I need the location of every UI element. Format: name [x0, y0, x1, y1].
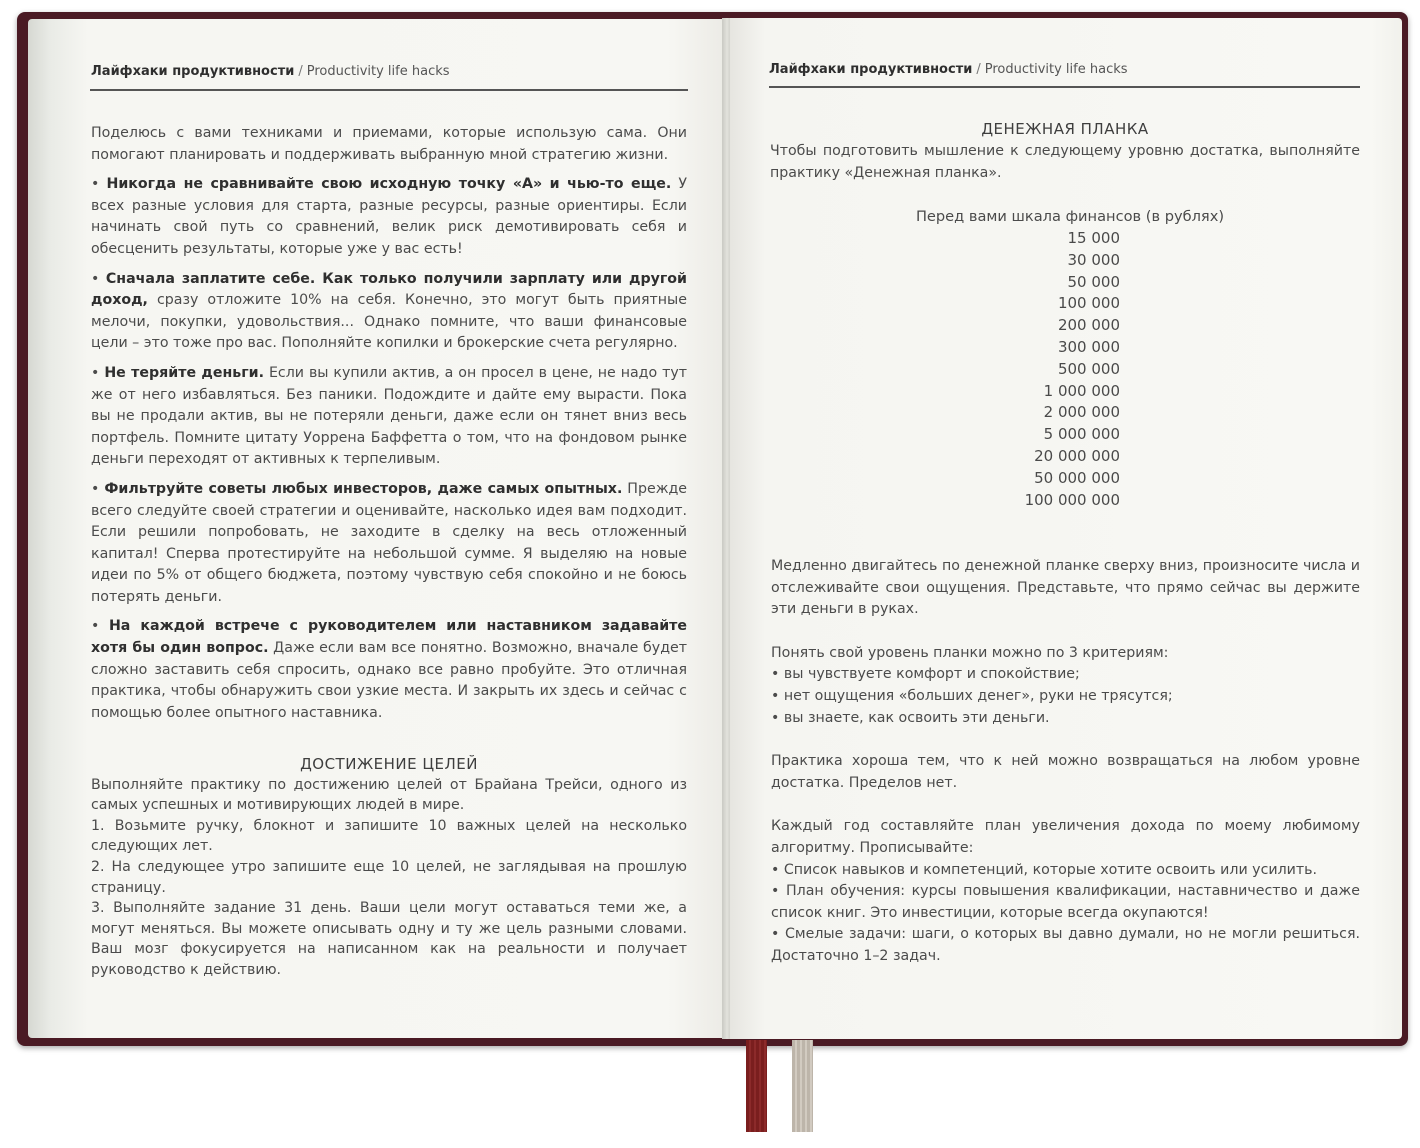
- goals-step-1: 1. Возьмите ручку, блокнот и запишите 10 важных целей на несколько следующих лет.: [91, 817, 687, 855]
- scale-value: 20 000 000: [1034, 446, 1120, 465]
- scale-value: 2 000 000: [1043, 403, 1120, 422]
- plan-item: • Список навыков и компетенций, которые хотите освоить или усилить.: [771, 861, 1318, 878]
- goals-intro: Выполняйте практику по достижению целей от Брайана Трейси, одного из самых успешных и мотивирующих людей в мире.: [91, 776, 687, 814]
- scale-value: 200 000: [1057, 316, 1120, 335]
- scale-value: 500 000: [1057, 359, 1120, 378]
- goals-title: ДОСТИЖЕНИЕ ЦЕЛЕЙ: [300, 755, 478, 773]
- money-bar-title: ДЕНЕЖНАЯ ПЛАНКА: [981, 120, 1149, 138]
- criteria-item: • вы чувствуете комфорт и спокойствие;: [771, 666, 1080, 683]
- bookmark-ribbon-red: [746, 1040, 767, 1132]
- scale-value: 1 000 000: [1043, 381, 1120, 400]
- money-bar-intro: [770, 118, 1360, 184]
- header-title-ru: Лайфхаки продуктивности: [91, 64, 295, 79]
- plan-item: • План обучения: курсы повышения квалификации, наставничество и даже список книг. Это инвестиции, которые всегда окупаются!: [771, 883, 1360, 921]
- scale-value: 100 000 000: [1024, 490, 1120, 509]
- plan-item: • Смелые задачи: шаги, о которых вы давно думали, но не могли решиться. Достаточно 1–2 задач.: [771, 926, 1360, 964]
- criteria-item: • нет ощущения «больших денег», руки не трясутся;: [771, 687, 1173, 704]
- tip-1: • Никогда не сравнивайте свою исходную точку «А» и чью-то еще. У всех разные условия для старта, разные ресурсы, разные ориентиры. Если начинать свой путь со сравнений, велик риск демотивировать себя и обесценить результаты, которые уже у вас есть!: [91, 176, 687, 257]
- tip-4-heading: Фильтруйте советы любых инвесторов, даже самых опытных.: [104, 480, 623, 497]
- tip-5: • На каждой встрече с руководителем или наставником задавайте хотя бы один вопрос. Даже если вам все понятно. Возможно, вначале будет сложно заставить себя спросить, однако все равно пробуйте. Это отличная практика, чтобы обнаружить свои узкие места. И закрыть их здесь и сейчас с помощью более опытного наставника.: [91, 618, 687, 721]
- tip-1-heading: Никогда не сравнивайте свою исходную точку «А» и чью-то еще.: [106, 176, 672, 193]
- scale-value: 100 000: [1057, 294, 1120, 313]
- money-bar-intro-text: Чтобы подготовить мышление к следующему уровню достатка, выполняйте практику «Денежная планка».: [770, 143, 1360, 181]
- instructions-paragraph: Медленно двигайтесь по денежной планке сверху вниз, произносите числа и отслеживайте свои ощущения. Представьте, что прямо сейчас вы держите эти деньги в руках.: [771, 558, 1360, 618]
- tip-4: • Фильтруйте советы любых инвесторов, даже самых опытных. Прежде всего следуйте своей стратегии и оценивайте, насколько идея вам подходит. Если решили попробовать, не заходите в сделку на весь отложенный капитал! Сперва протестируйте на небольшой сумме. Я выделяю на новые идеи по 5% от общего бюджета, поэтому чувствую себя спокойно и не боюсь потерять деньги.: [91, 480, 688, 605]
- scale-caption: Перед вами шкала финансов (в рублях): [915, 208, 1225, 225]
- tip-2: • Сначала заплатите себе. Как только получили зарплату или другой доход, сразу отложите 10% на себя. Конечно, это могут быть приятные мелочи, покупки, удовольствия... Однако помните, что ваши финансовые цели – это тоже про вас. Пополняйте копилки и брокерские счета регулярно.: [91, 270, 687, 352]
- criteria-intro: Понять свой уровень планки можно по 3 критериям:: [771, 644, 1169, 661]
- right-header-rule: [769, 86, 1360, 88]
- goals-step-3: 3. Выполняйте задание 31 день. Ваши цели могут оставаться теми же, а могут меняться. Вы можете описывать одну и ту же цель разными словами. Ваш мозг фокусируется на написанном как на реальности и получает руководство к действию.: [91, 900, 687, 978]
- right-running-header: [769, 62, 1128, 77]
- goals-section: [91, 754, 687, 981]
- scale-value: 30 000: [1067, 250, 1120, 269]
- header-separator: /: [976, 62, 981, 77]
- left-column: [91, 123, 687, 724]
- header-title-en: Productivity life hacks: [306, 64, 450, 79]
- tip-5-heading: На каждой встрече с руководителем или наставником задавайте хотя бы один вопрос.: [91, 618, 687, 657]
- header-title-ru: Лайфхаки продуктивности: [769, 62, 973, 77]
- tip-2-heading: Сначала заплатите себе. Как только получили зарплату или другой доход,: [91, 270, 687, 309]
- scale-value: 5 000 000: [1043, 425, 1120, 444]
- finance-scale: [960, 228, 1120, 511]
- left-header-rule: [90, 89, 688, 91]
- header-separator: /: [298, 64, 303, 79]
- criteria-item: • вы знаете, как освоить эти деньги.: [771, 709, 1050, 726]
- bookmark-ribbon-grey: [792, 1040, 813, 1132]
- goals-step-2: 2. На следующее утро запишите еще 10 целей, не заглядывая на прошлую страницу.: [91, 858, 687, 896]
- scale-value: 15 000: [1067, 229, 1120, 247]
- plan-intro: Каждый год составляйте план увеличения дохода по моему любимому алгоритму. Прописывайте:: [771, 818, 1360, 856]
- practice-paragraph: Практика хороша тем, что к ней можно возвращаться на любом уровне достатка. Пределов нет.: [771, 753, 1360, 791]
- scale-value: 300 000: [1057, 337, 1120, 356]
- header-title-en: Productivity life hacks: [984, 62, 1128, 77]
- tip-3-heading: Не теряйте деньги.: [104, 364, 265, 381]
- scale-value: 50 000: [1067, 272, 1120, 291]
- tip-3: • Не теряйте деньги. Если вы купили актив, а он просел в цене, не надо тут же от него избавляться. Без паники. Подождите и дайте ему вырасти. Пока вы не продали актив, вы не потеряли деньги, даже если он тянет вниз весь портфель. Помните цитату Уоррена Баффетта о том, что на фондовом рынке деньги переходят от активных к терпеливым.: [91, 364, 688, 468]
- money-bar-body: [771, 556, 1360, 968]
- scale-value: 50 000 000: [1034, 468, 1120, 487]
- left-running-header: [91, 64, 450, 79]
- intro-paragraph: Поделюсь с вами техниками и приемами, которые использую сама. Они помогают планировать и поддерживать выбранную мной стратегию жизни.: [91, 125, 687, 163]
